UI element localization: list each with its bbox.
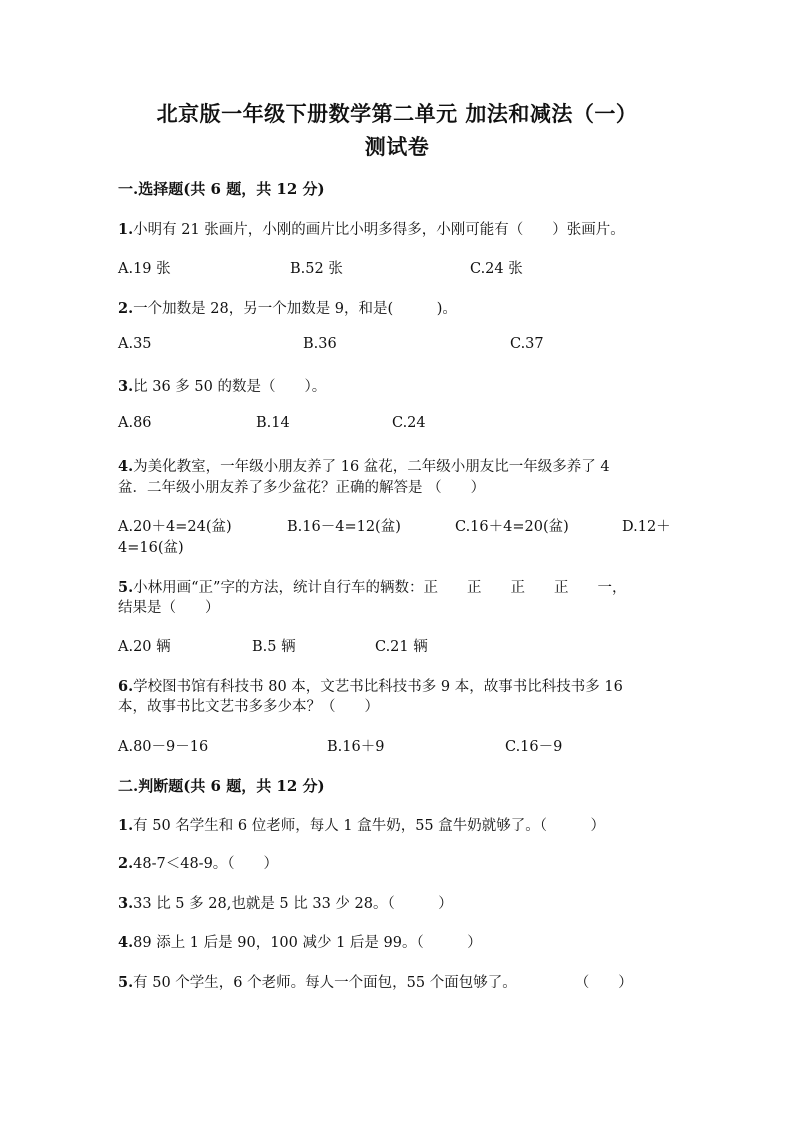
option-b: B.14 (256, 415, 290, 431)
question-number: 1. (118, 817, 134, 834)
option-b: B.16－4=12(盆) (287, 519, 401, 535)
section-heading-choice: 一.选择题(共 6 题，共 12 分) (118, 180, 325, 198)
option-a: A.20＋4=24(盆) (118, 519, 232, 535)
question-number: 3. (118, 895, 134, 912)
question-6-cont: 本，故事书比文艺书多多少本？（ ） (118, 699, 379, 715)
option-a: A.86 (118, 415, 152, 431)
question-5-cont: 结果是（ ） (118, 600, 220, 616)
question-number: 4. (118, 934, 134, 951)
question-text: 学校图书馆有科技书 80 本，文艺书比科技书多 9 本，故事书比科技书多 16 (133, 679, 623, 695)
question-text: 一个加数是 28，另一个加数是 9，和是( )。 (133, 301, 457, 317)
question-text: 比 36 多 50 的数是（ ）。 (133, 379, 327, 395)
question-text: 为美化教室，一年级小朋友养了 16 盆花，二年级小朋友比一年级多养了 4 (133, 459, 610, 475)
question-text: 89 添上 1 后是 90，100 减少 1 后是 99。（ ） (133, 935, 482, 951)
question-1 (118, 218, 625, 239)
section-heading-judgement: 二.判断题(共 6 题，共 12 分) (118, 777, 325, 795)
question-number: 1. (118, 221, 134, 238)
question-3 (118, 375, 326, 396)
option-a: A.20 辆 (118, 639, 171, 655)
judgement-4 (118, 931, 482, 952)
option-b: B.16＋9 (327, 739, 385, 755)
question-4 (118, 455, 610, 476)
judgement-5 (118, 971, 633, 992)
question-number: 2. (118, 855, 134, 872)
page-subtitle: 测试卷 (364, 134, 430, 159)
option-c: C.16－9 (505, 739, 563, 755)
option-a: A.19 张 (118, 261, 171, 277)
option-d-cont: 4=16(盆) (118, 540, 184, 556)
question-number: 6. (118, 678, 134, 695)
option-a: A.80－9－16 (118, 739, 209, 755)
question-number: 2. (118, 300, 134, 317)
option-b: B.5 辆 (252, 639, 296, 655)
option-b: B.36 (303, 336, 337, 352)
option-d: D.12＋ (622, 519, 671, 535)
page-title: 北京版一年级下册数学第二单元 加法和减法（一） (156, 101, 638, 126)
question-5 (118, 576, 626, 597)
question-text: 小明有 21 张画片，小刚的画片比小明多得多，小刚可能有（ ）张画片。 (133, 222, 625, 238)
question-number: 5. (118, 579, 134, 596)
question-text: 小林用画“正”字的方法，统计自行车的辆数：正 正 正 正 一， (133, 580, 627, 596)
question-text: 33 比 5 多 28,也就是 5 比 33 少 28。（ ） (133, 896, 453, 912)
option-c: C.24 张 (470, 261, 523, 277)
judgement-1 (118, 814, 605, 835)
option-a: A.35 (118, 336, 152, 352)
judgement-3 (118, 892, 453, 913)
question-text: 有 50 个学生，6 个老师。每人一个面包，55 个面包够了。 （ ） (133, 975, 633, 991)
question-number: 5. (118, 974, 134, 991)
judgement-2 (118, 852, 278, 873)
question-number: 3. (118, 378, 134, 395)
question-text: 48-7＜48-9。（ ） (133, 856, 279, 872)
option-b: B.52 张 (290, 261, 343, 277)
question-text: 有 50 名学生和 6 位老师，每人 1 盒牛奶，55 盒牛奶就够了。（ ） (133, 818, 606, 834)
option-c: C.21 辆 (375, 639, 428, 655)
option-c: C.24 (392, 415, 426, 431)
option-c: C.37 (510, 336, 544, 352)
question-4-cont: 盆．二年级小朋友养了多少盆花？正确的解答是 （ ） (118, 480, 486, 496)
question-number: 4. (118, 458, 134, 475)
option-c: C.16＋4=20(盆) (455, 519, 569, 535)
question-6 (118, 675, 623, 696)
question-2 (118, 297, 457, 318)
